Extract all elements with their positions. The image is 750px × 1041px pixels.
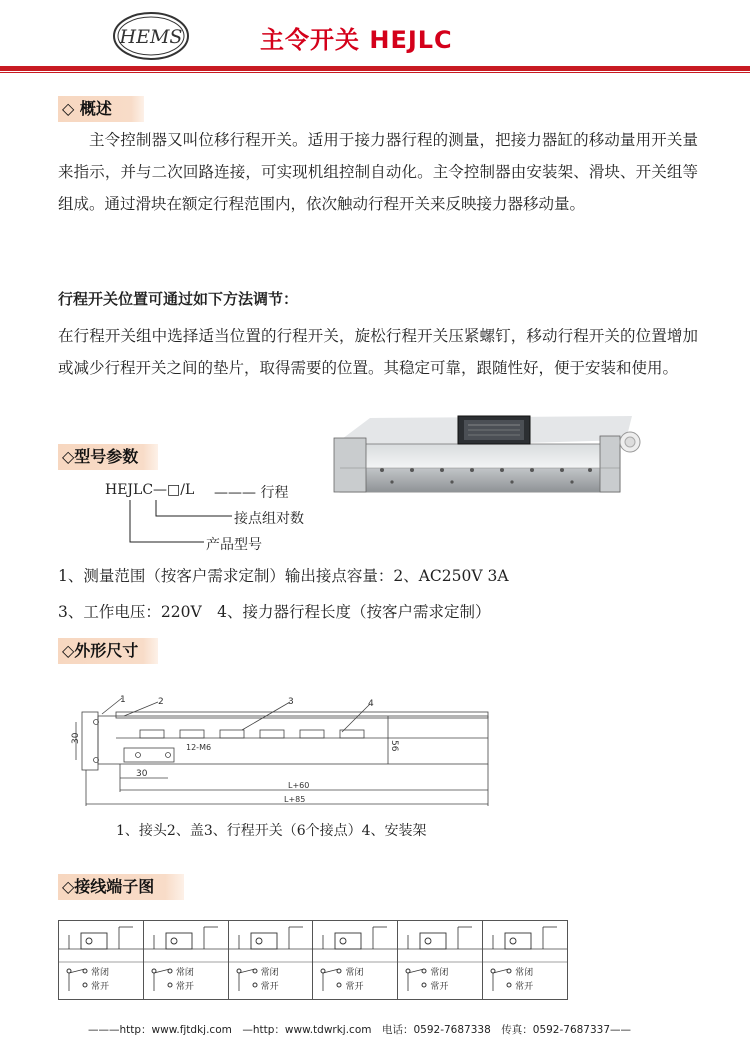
switch-symbol [483,921,567,961]
model-code: HEJLC—□/L [105,482,195,498]
overview-paragraph: 主令控制器又叫位移行程开关。适用于接力器行程的测量，把接力器缸的移动量用开关量来指示，并与二次回路连接，可实现机组控制自动化。主令控制器由安装架、滑块、开关组等组成。通过滑块在额定行程范围内，依次触动行程开关来反映接力器移动量。 [58,131,698,213]
switch-symbol [313,921,397,961]
switch-symbol [229,921,313,961]
param-line-2: 3、工作电压：220V 4、接力器行程长度（按客户需求定制） [58,603,491,621]
no-label: 常开 [260,982,279,992]
no-label: 常开 [175,982,194,992]
adjust-title: 行程开关位置可通过如下方法调节： [58,290,299,308]
switch-symbol [398,921,482,961]
dim-30-vertical: 30 [71,732,81,744]
callout-1: 1 [120,695,126,705]
no-label: 常开 [515,982,534,992]
nc-label: 常闭 [175,968,194,978]
wiring-unit [59,921,144,999]
callout-2: 2 [158,697,164,707]
adjust-paragraph: 在行程开关组中选择适当位置的行程开关，旋松行程开关压紧螺钉，移动行程开关的位置增加或减少行程开关之间的垫片，取得需要的位置。其稳定可靠，跟随性好，便于安装和使用。 [58,327,698,377]
footer-contact: ———http：www.fjtdkj.com —http：www.tdwrkj.com 电话：0592-7687338 传真：0592-7687337—— [88,1024,632,1036]
header-rule-thin [0,72,750,73]
param-line-1: 1、测量范围（按客户需求定制）输出接点容量：2、AC250V 3A [58,567,509,585]
wiring-unit [483,921,567,999]
label-contacts: 接点组对数 [234,511,304,527]
dim-56: 56 [389,740,399,752]
no-label: 常开 [91,982,110,992]
nc-label: 常闭 [430,968,449,978]
wiring-unit [229,921,314,999]
callout-4: 4 [368,699,374,709]
switch-symbol [144,921,228,961]
model-code-brackets [100,498,240,548]
section-heading-wiring: ◇接线端子图 [58,874,184,900]
wiring-unit [313,921,398,999]
product-photo [332,408,644,500]
overview-text [58,124,698,220]
section-heading-overview: ◇ 概述 [58,96,144,122]
section-heading-dimensions: ◇外形尺寸 [58,638,158,664]
dim-30-horizontal: 30 [136,769,148,779]
dim-l60: L+60 [288,781,310,790]
header-rule [0,66,750,71]
section-heading-model: ◇型号参数 [58,444,158,470]
label-product: 产品型号 [206,537,262,553]
no-label: 常开 [345,982,364,992]
adjust-text [58,320,698,384]
no-label: 常开 [430,982,449,992]
label-stroke: ——— 行程 [214,485,289,501]
wiring-unit [144,921,229,999]
nc-label: 常闭 [91,968,110,978]
wiring-diagram [58,920,568,1000]
dim-l85: L+85 [284,795,306,804]
switch-symbol [59,921,143,961]
nc-label: 常闭 [515,968,534,978]
page-title: 主令开关 HEJLC [260,26,453,54]
callout-3: 3 [288,697,294,707]
hems-logo [112,10,190,62]
nc-label: 常闭 [260,968,279,978]
dimensions-caption: 1、接头2、盖3、行程开关（6个接点）4、安装架 [116,823,427,839]
dimension-drawing [58,692,508,812]
wiring-unit [398,921,483,999]
dim-screw: 12-M6 [186,743,212,752]
nc-label: 常闭 [345,968,364,978]
logo-text: HEMS [119,26,183,48]
